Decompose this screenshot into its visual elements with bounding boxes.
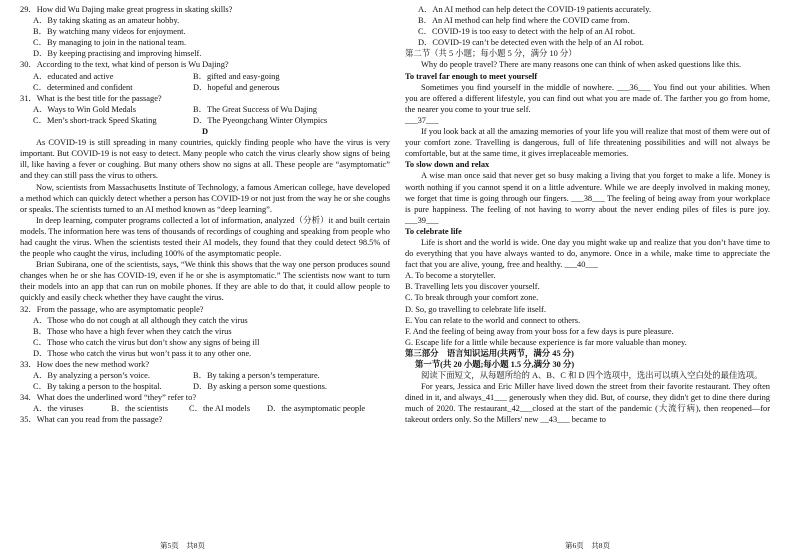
q29-option-d: D．By keeping practising and improving himself. — [33, 49, 202, 59]
heading-travel-far: To travel far enough to meet yourself — [405, 71, 538, 81]
choice-a: A. To become a storyteller. — [405, 271, 496, 281]
choice-b: B. Travelling lets you discover yourself. — [405, 282, 540, 292]
choice-d: D. So, go travelling to celebrate life itself. — [405, 304, 546, 314]
q33-option-d: D．By asking a person some questions. — [193, 382, 327, 392]
choice-e: E. You can relate to the world and connect to others. — [405, 315, 581, 325]
q34-option-d: D．the asymptomatic people — [267, 404, 366, 414]
section2-title: 第二节（共 5 小题；每小题 5 分，满分 10 分） — [405, 49, 577, 59]
paragraph-38-39: A wise man once said that never get so busy making a living that you forget to make a life. Money is worth nothing if you cannot spend it on a little adventure. While we are deeply involved in making money, we forget that time is going through our fingers. ___38___ The feeling of being away from your workplace is pure happiness. The feeling of not having to worry about the never ending piles of files is pure joy. ___39___ — [405, 171, 770, 225]
left-column — [20, 4, 390, 426]
q32-option-c: C．Those who catch the virus but don’t show any signs of being ill — [33, 337, 260, 347]
q35-stem: 35．What can you read from the passage? — [20, 415, 163, 425]
page-footer-left: 第5页 共8页 — [160, 541, 205, 550]
q33-option-a: A．By analyzing a person’s voice. — [33, 371, 150, 381]
q34-options — [20, 403, 390, 414]
q31-options — [20, 104, 390, 126]
paragraph-40: Life is short and the world is wide. One day you might wake up and realize that you don’t have time to do everything that you have always wanted to do, anymore. Once in a while, make time to appreciate the fact that you are alive, young, free and healthy. ___40___ — [405, 237, 770, 270]
q33-options — [20, 370, 390, 392]
q29-stem: 29．How did Wu Dajing make great progress in skating skills? — [20, 5, 233, 14]
q30-option-c: C．determined and confident — [33, 82, 133, 92]
q34-option-a: A．the viruses — [33, 404, 84, 414]
q35-option-a: A．An AI method can help detect the COVID-19 patients accurately. — [418, 5, 651, 14]
q35-option-b: B．An AI method can help find where the COVID came from. — [418, 16, 630, 26]
passage-paragraph-4: Brian Subirana, one of the scientists, says, “We think this shows that the way one person produces sound changes when he or she has COVID-19, even if he or she is asymptomatic.” The scientists now want to turn their models into an app that can run on mobile phones. If they are able to do that, it could allow people to quickly and easily check whether they have caught the virus. — [20, 260, 390, 303]
choice-c: C. To break through your comfort zone. — [405, 293, 539, 303]
q33-option-c: C．By taking a person to the hospital. — [33, 382, 162, 392]
q35-option-d: D．COVID-19 can’t be detected even with the help of an AI robot. — [418, 38, 644, 48]
q32-stem: 32．From the passage, who are asymptomatic people? — [20, 304, 204, 314]
q29-option-c: C．By managing to join in the national team. — [33, 38, 187, 48]
q34-option-b: B．the scientists — [111, 404, 168, 414]
heading-celebrate: To celebrate life — [405, 226, 462, 236]
right-column — [405, 4, 770, 426]
section1-title: 第一节(共 20 小题;每小题 1.5 分,满分 30 分) — [415, 360, 575, 369]
blank-37: ___37___ — [405, 115, 439, 125]
q30-option-b: B．gifted and easy-going — [193, 71, 280, 81]
passage-paragraph-3: In deep learning, computer programs collected a lot of information, analyzed（分析）it and built certain models. The information here was tens of thousands of recordings of coughing and speaking from people who had caught the virus. When the scientists tested their AI models, they found that they could detect 98.5% of the people who caught the virus, including 100% of the asymptomatic people. — [20, 215, 390, 259]
q31-option-a: A．Ways to Win Gold Medals — [33, 104, 137, 114]
section-d-heading: D — [201, 127, 209, 137]
q30-options — [20, 71, 390, 93]
seven-choice-intro: Why do people travel? There are many reasons one can think of when asked questions like this. — [421, 60, 742, 70]
q29-option-b: B．By watching many videos for enjoyment. — [33, 27, 186, 37]
q30-option-a: A．educated and active — [33, 71, 114, 81]
page-footer-right: 第6页 共8页 — [565, 541, 610, 550]
part3-title: 第三部分 语言知识运用(共两节，满分 45 分) — [405, 348, 574, 358]
q33-stem: 33．How does the new method work? — [20, 360, 150, 369]
passage-paragraph-1: As COVID-19 is still spreading in many countries, quickly finding people who have the virus is very important. But COVID-19 is not easy to detect. Many people who catch the virus clearly show signs of being ill, like having a fever or coughing. But many others show no signs at all. These people are “asymptomatic” and they can still pass the virus to others. — [20, 138, 390, 181]
paragraph-36: Sometimes you find yourself in the middle of nowhere. ___36___ You find out your abilities. When you are offered a different lifestyle, you can find out what you are made of. The farther you go from home, the nearer you come to your true self. — [405, 82, 770, 114]
q31-option-d: D．The Pyeongchang Winter Olympics — [193, 115, 328, 125]
q32-option-d: D．Those who catch the virus but won’t pass it to any other one. — [33, 348, 252, 358]
q29-option-a: A．By taking skating as an amateur hobby. — [33, 16, 180, 26]
q34-stem: 34．What does the underlined word “they” refer to? — [20, 393, 197, 403]
q30-option-d: D．hopeful and generous — [193, 82, 280, 92]
q30-stem: 30．According to the text, what kind of person is Wu Dajing? — [20, 60, 229, 70]
q35-option-c: C．COVID-19 is too easy to detect with the help of an AI robot. — [418, 27, 636, 37]
q32-option-a: A．Those who do not cough at all although they catch the virus — [33, 315, 248, 325]
q31-option-c: C．Men’s short-track Speed Skating — [33, 115, 157, 125]
choice-g: G. Escape life for a little while because experience is far more valuable than money. — [405, 337, 687, 347]
choice-f: F. And the feeling of being away from your boss for a few days is pure pleasure. — [405, 326, 674, 336]
q33-option-b: B．By taking a person’s temperature. — [193, 371, 320, 381]
q31-option-b: B．The Great Success of Wu Dajing — [193, 104, 317, 114]
q32-option-b: B．Those who have a high fever when they catch the virus — [33, 326, 232, 336]
q31-stem: 31．What is the best title for the passage? — [20, 93, 162, 103]
heading-slow-down: To slow down and relax — [405, 160, 490, 170]
q34-option-c: C．the AI models — [189, 404, 250, 414]
cloze-instruction: 阅读下面短文，从每题所给的 A、B、C 和 D 四个选项中，选出可以填入空白处的最佳选项。 — [421, 371, 763, 381]
passage-paragraph-2: Now, scientists from Massachusetts Institute of Technology, a famous American college, have developed a method which can quickly detect whether a person has COVID-19 or not just from the way he or she coughs or speaks. The scientists turned to an AI method known as “deep learning”. — [20, 182, 390, 214]
cloze-passage: For years, Jessica and Eric Miller have lived down the street from their favorite restaurant. They often dined in it, and always_41___ generously when they did. But, of course, they didn't get to dine there during much of 2020. The restaurant_42___closed at the start of the pandemic (大流行病), then reopened—for takeout orders only. So the Millers' new __43___ became to — [405, 382, 770, 425]
paragraph-comfort-zone: If you look back at all the amazing memories of your life you will realize that most of them were out of your comfort zone. Travelling is dangerous, full of life threatening possibilities and will not always be comfortable, but at the same time, it gives irreplaceable memories. — [405, 127, 770, 159]
